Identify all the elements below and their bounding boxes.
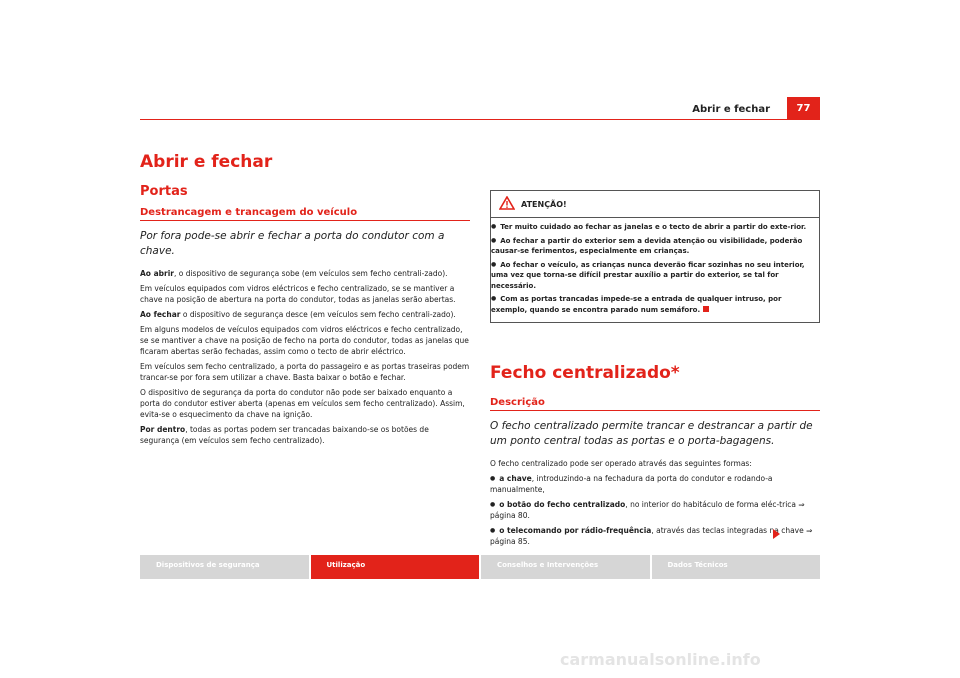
paragraph: Em alguns modelos de veículos equipados com vidros eléctricos e fecho centralizado, se se mantiver a chave na posição de fecho na porta do condutor, todas as janelas que ficaram abertas serão fechadas, assim como o tecto de abrir eléctrico. bbox=[140, 325, 469, 356]
warning-header bbox=[491, 191, 819, 218]
footer-tab-technical[interactable]: Dados Técnicos bbox=[652, 555, 821, 579]
section-title: Portas bbox=[140, 184, 188, 199]
list-item: ● a chave, introduzindo-a na fechadura da porta do condutor e rodando-a manualmente, bbox=[490, 473, 820, 495]
footer-tab-safety[interactable]: Dispositivos de segurança bbox=[140, 555, 309, 579]
chapter-title: Abrir e fechar bbox=[140, 152, 273, 172]
section-title: Fecho centralizado* bbox=[490, 363, 680, 383]
paragraph: O fecho centralizado pode ser operado através das seguintes formas: bbox=[490, 459, 752, 468]
paragraph: Por dentro, todas as portas podem ser trancadas baixando-se os botões de segurança (em veículos sem fecho centralizado). bbox=[140, 425, 429, 445]
footer-nav bbox=[140, 555, 820, 579]
page-number: 77 bbox=[787, 97, 820, 119]
left-column bbox=[140, 152, 470, 450]
next-page-arrow-icon[interactable] bbox=[773, 529, 780, 539]
end-of-section-icon bbox=[703, 306, 709, 312]
watermark: carmanualsonline.info bbox=[560, 650, 761, 669]
intro-text: Por fora pode-se abrir e fechar a porta do condutor com a chave. bbox=[140, 230, 445, 257]
footer-tab-advice[interactable]: Conselhos e Intervenções bbox=[481, 555, 650, 579]
paragraph: Em veículos equipados com vidros eléctricos e fecho centralizado, se se mantiver a chave na posição de abertura na porta do condutor, todas as janelas serão abertas. bbox=[140, 284, 456, 304]
header-rule bbox=[140, 119, 820, 120]
subsection-title: Destrancagem e trancagem do veículo bbox=[140, 207, 470, 221]
footer-tab-usage[interactable]: Utilização bbox=[311, 555, 480, 579]
paragraph: Ao abrir, o dispositivo de segurança sobe (em veículos sem fecho centrali-zado). bbox=[140, 269, 448, 278]
warning-box bbox=[490, 190, 820, 323]
list-item: ● o botão do fecho centralizado, no interior do habitáculo de forma eléc-trica ⇒ página 80. bbox=[490, 499, 820, 521]
paragraph: Em veículos sem fecho centralizado, a porta do passageiro e as portas traseiras podem trancar-se por fora sem utilizar a chave. Basta baixar o botão e fechar. bbox=[140, 362, 470, 382]
warning-item: ● Ter muito cuidado ao fechar as janelas e o tecto de abrir a partir do exte-rior. bbox=[491, 222, 819, 233]
warning-item: ● Com as portas trancadas impede-se a entrada de qualquer intruso, por exemplo, quando se encontra parado num semáforo. bbox=[491, 294, 819, 315]
warning-body bbox=[491, 218, 819, 322]
list-item: ● o telecomando por rádio-frequência, através das teclas integradas na chave ⇒ página 85. bbox=[490, 525, 820, 547]
warning-item: ● Ao fechar a partir do exterior sem a devida atenção ou visibilidade, poderão causar-se ferimentos, especialmente em crianças. bbox=[491, 236, 819, 257]
intro-text: O fecho centralizado permite trancar e destrancar a partir de um ponto central todas as portas e o porta-bagagens. bbox=[490, 420, 813, 447]
warning-item: ● Ao fechar o veículo, as crianças nunca deverão ficar sozinhas no seu interior, uma vez que torna-se difícil prestar auxílio a partir do exterior, se tal for necessário. bbox=[491, 260, 819, 292]
right-column bbox=[490, 190, 820, 551]
paragraph: Ao fechar o dispositivo de segurança desce (em veículos sem fecho centrali-zado). bbox=[140, 310, 456, 319]
warning-title: ATENÇÃO! bbox=[521, 199, 567, 209]
warning-triangle-icon bbox=[499, 196, 515, 212]
paragraph: O dispositivo de segurança da porta do condutor não pode ser baixado enquanto a porta do condutor estiver aberta (apenas em veículos sem fecho centralizado). Assim, evita-se o esquecimento da chave na ignição. bbox=[140, 388, 465, 419]
running-header-title: Abrir e fechar bbox=[692, 104, 770, 115]
subsection-title: Descrição bbox=[490, 397, 820, 411]
